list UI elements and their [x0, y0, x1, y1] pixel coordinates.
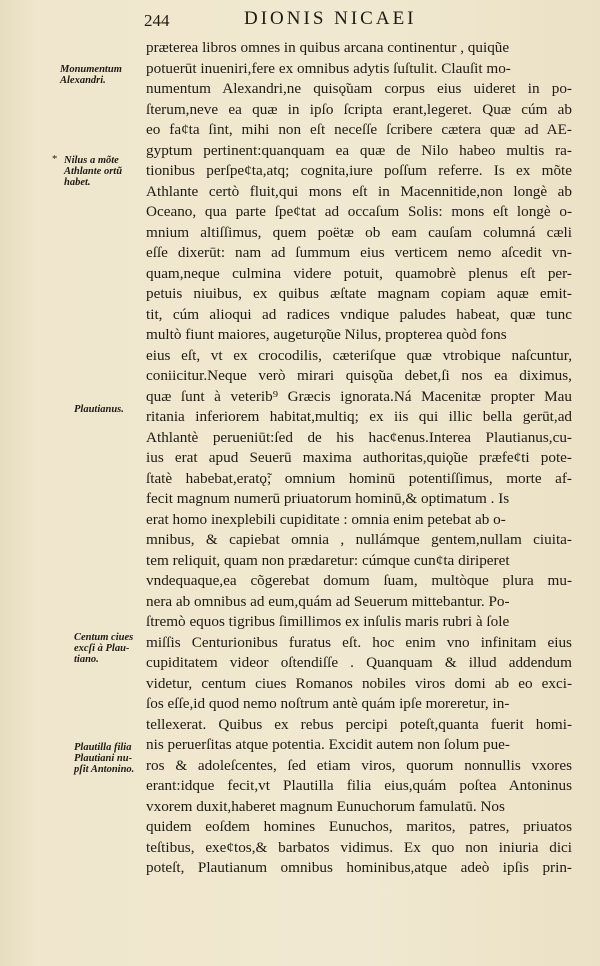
- margin-note-line: Plautiani nu-: [74, 753, 133, 764]
- margin-note-line: Monumentum: [60, 64, 122, 75]
- text-line: tionibus perſpe¢ta,atq; cognita,iure poſſum referre. Is ex mõte: [146, 162, 573, 179]
- text-line: nera ab omnibus ad eum,quám ad Seuerum mittebantur. Po-: [146, 592, 510, 610]
- running-title: DIONIS NICAEI: [244, 8, 417, 29]
- margin-note-line: tiano.: [74, 654, 99, 665]
- margin-note-line: pſit Antonino.: [74, 764, 135, 775]
- text-line: præterea libros omnes in quibus arcana continentur , quiqũe: [146, 39, 510, 56]
- text-line: erat homo inexplebili cupiditate : omnia enim petebat ab o-: [146, 510, 506, 528]
- text-line: miſſis Centurionibus furatus eſt. hoc enim vno infinitam eius: [146, 633, 572, 651]
- text-line: fecit magnum numerū priuatorum hominū,& optimatum . Is: [146, 490, 510, 507]
- margin-note-line: Nilus a mõte: [64, 155, 119, 166]
- text-line: quæ ſunt à veterib⁹ Græcis ignorata.Ná Macenitæ propter Mau: [146, 387, 572, 405]
- text-line: Athlante certò fluit,qui mons eſt in Macennitide,non longè ab: [146, 182, 573, 200]
- text-line: eſſe dixerūt: nam ad ſummum eius verticem nemo aſcedit vn-: [146, 244, 572, 261]
- text-line: tem reliquit, quam non prædaretur: cúmque cun¢ta diriperet: [146, 551, 510, 569]
- text-line: tit, cúm alioqui ad radices vndique paludes habeat, quæ tunc: [146, 305, 572, 323]
- margin-note-line: Centum ciues: [74, 632, 134, 643]
- text-line: videtur, centum ciues Romanos nobiles viros domi ab eo exci-: [146, 674, 573, 692]
- text-line: eius eſt, vt ex crocodilis, cæteriſque quæ vtrobique naſcuntur,: [146, 346, 573, 364]
- page-number: 244: [144, 11, 170, 30]
- text-line: ſterum,neve ea quæ in ipſo ſcripta erant,legeret. Quæ cúm ab: [146, 100, 572, 118]
- text-line: tellexerat. Quibus ex rebus percipi poteſt,quanta fuerit homi-: [146, 715, 572, 733]
- text-line: numentum Alexandri,ne quisǫ̃uam corpus eius uideret in po-: [146, 80, 572, 97]
- text-line: mnibus, & capiebat omnia , nullámque gentem,nullam ciuita-: [146, 531, 572, 548]
- margin-note-line: Plautilla filia: [74, 742, 132, 753]
- margin-note-line: Athlante ortũ: [64, 166, 123, 177]
- text-line: Athlantè perueniūt:ſed de his hac¢enus.Interea Plautianus,cu-: [146, 428, 572, 446]
- text-line: eo fa¢ta ſint, mihi non eſt neceſſe ſcribere cætera quæ ad AE-: [146, 121, 572, 138]
- text-line: cupiditatem videor oſtendiſſe . Quanquam & illud addendum: [146, 654, 572, 671]
- text-line: vndequaque,ea cõgerebat domum ſuam, multòque plura mu-: [146, 572, 573, 589]
- margin-note-nilus: [52, 154, 156, 188]
- text-line: erant:idque fecit,vt Plautilla filia eius,quám poſtea Antoninus: [146, 777, 573, 794]
- text-line: vxorem duxit,haberet magnum Eunuchorum famulatū. Nos: [146, 797, 505, 815]
- text-line: teſtibus, exe¢tos,& barbatos vidimus. Ex quo non iniuria dici: [146, 838, 573, 856]
- margin-note-line: habet.: [64, 177, 91, 188]
- margin-note-line: excſi à Plau-: [74, 643, 130, 654]
- text-line: multò fiunt maiores, augeturǫ̃ue Nilus, propterea quòd fons: [146, 326, 507, 343]
- text-line: Oceano, qua parte ſpe¢tat ad occaſum Solis: mons eſt longè o-: [146, 203, 573, 220]
- text-line: quidem eoſdem homines Eunuchos, maritos, patres, priuatos: [146, 818, 572, 835]
- text-line: gyptum pertinent:quanquam ea quæ de Nilo habeo multis ra-: [146, 141, 572, 159]
- text-line: poteſt, Plautianum omnibus hominibus,atque adeò ipſis prin-: [146, 859, 572, 876]
- text-line: ſtatè habebat,eratǫ̃; omnium hominū potentiſſimus, morte af-: [146, 469, 572, 487]
- text-line: ſtremò equos tigribus ſimillimos ex inſulis maris rubri à ſole: [146, 613, 510, 630]
- text-line: ritania inferiorem habitat,multiq; ex iis qui illic bella gerūt,ad: [146, 408, 573, 425]
- text-line: ſos eſſe,id quod nemo noſtrum antè quám ipſe moreretur, in-: [146, 695, 510, 712]
- text-line: petuis niuibus, ex quibus æſtate magnam copiam aquæ emit-: [146, 285, 572, 302]
- text-line: coniicitur.Neque verò mirari quisǫ̃ua debet,ſi nos ea diximus,: [146, 367, 572, 384]
- text-line: ros & adoleſcentes, ſed etiam viros, quorum nonnullis vxores: [146, 756, 573, 774]
- margin-note-line: Alexandri.: [60, 75, 106, 86]
- note-reference-mark: *: [52, 154, 58, 165]
- text-line: ius erat apud Seuerū maxima authoritas,quiǫ̃ue præfe¢ti pote-: [146, 449, 572, 466]
- text-line: potuerūt inueniri,fere ex omnibus adytis ſuſtulit. Clauſit mo-: [146, 59, 511, 77]
- margin-note-line: Plautianus.: [74, 404, 124, 415]
- text-line: nis peruerſitas atque potentia. Excidit autem non ſolum pue-: [146, 736, 510, 753]
- margin-note-monumentum: [60, 64, 152, 86]
- marginalia-column: [0, 0, 150, 966]
- text-line: quam,neque culmina videre potuit, quamobrè plenus eſt per-: [146, 264, 572, 282]
- text-line: mnium altiſſimus, quem poëtæ ob eam cauſam columná cæli: [146, 223, 572, 241]
